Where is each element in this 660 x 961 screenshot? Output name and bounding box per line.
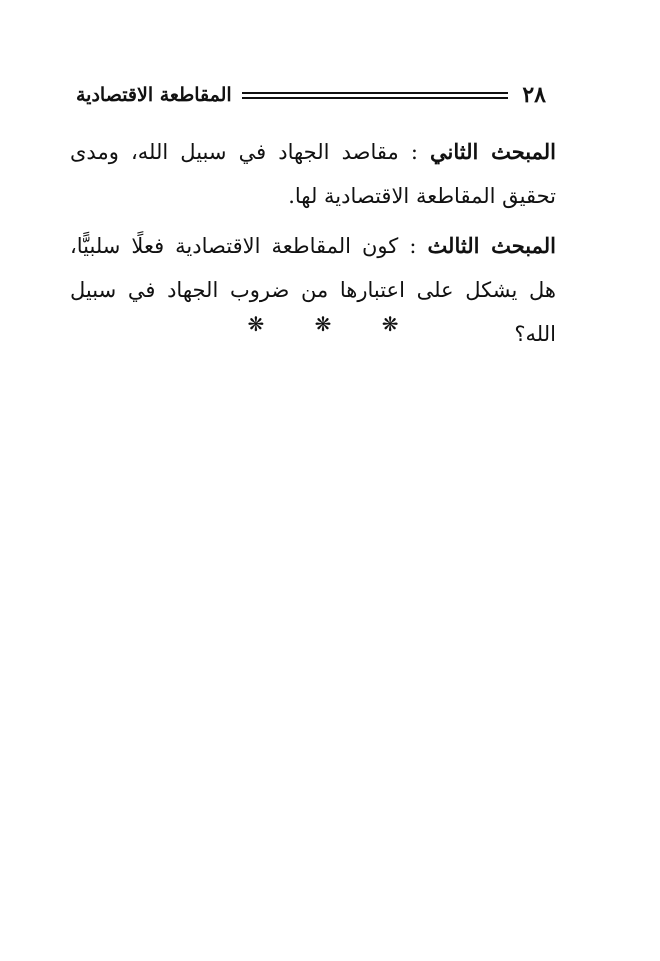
running-title: المقاطعة الاقتصادية: [76, 84, 232, 106]
section-heading: المبحث الثالث: [427, 233, 556, 258]
section-heading: المبحث الثاني: [430, 139, 556, 164]
paragraph-third-section: [70, 224, 556, 356]
paragraph-text: مقاصد الجهاد في سبيل الله، ومدى تحقيق المقاطعة الاقتصادية لها.: [70, 140, 556, 208]
heading-colon: :: [398, 140, 431, 164]
page-header: [76, 80, 546, 110]
paragraph-text: كون المقاطعة الاقتصادية فعلًا سلبيًّا، هل يشكل على اعتبارها من ضروب الجهاد في سبيل الله؟: [70, 234, 556, 346]
asterism-icon: ❋: [381, 312, 413, 336]
header-double-rule: [242, 92, 509, 99]
section-separator: [0, 312, 660, 336]
heading-colon: :: [398, 234, 428, 258]
asterism-icon: ❋: [247, 312, 279, 336]
asterism-icon: ❋: [314, 312, 346, 336]
paragraph-second-section: [70, 130, 556, 218]
page-number: ٢٨: [522, 82, 546, 108]
